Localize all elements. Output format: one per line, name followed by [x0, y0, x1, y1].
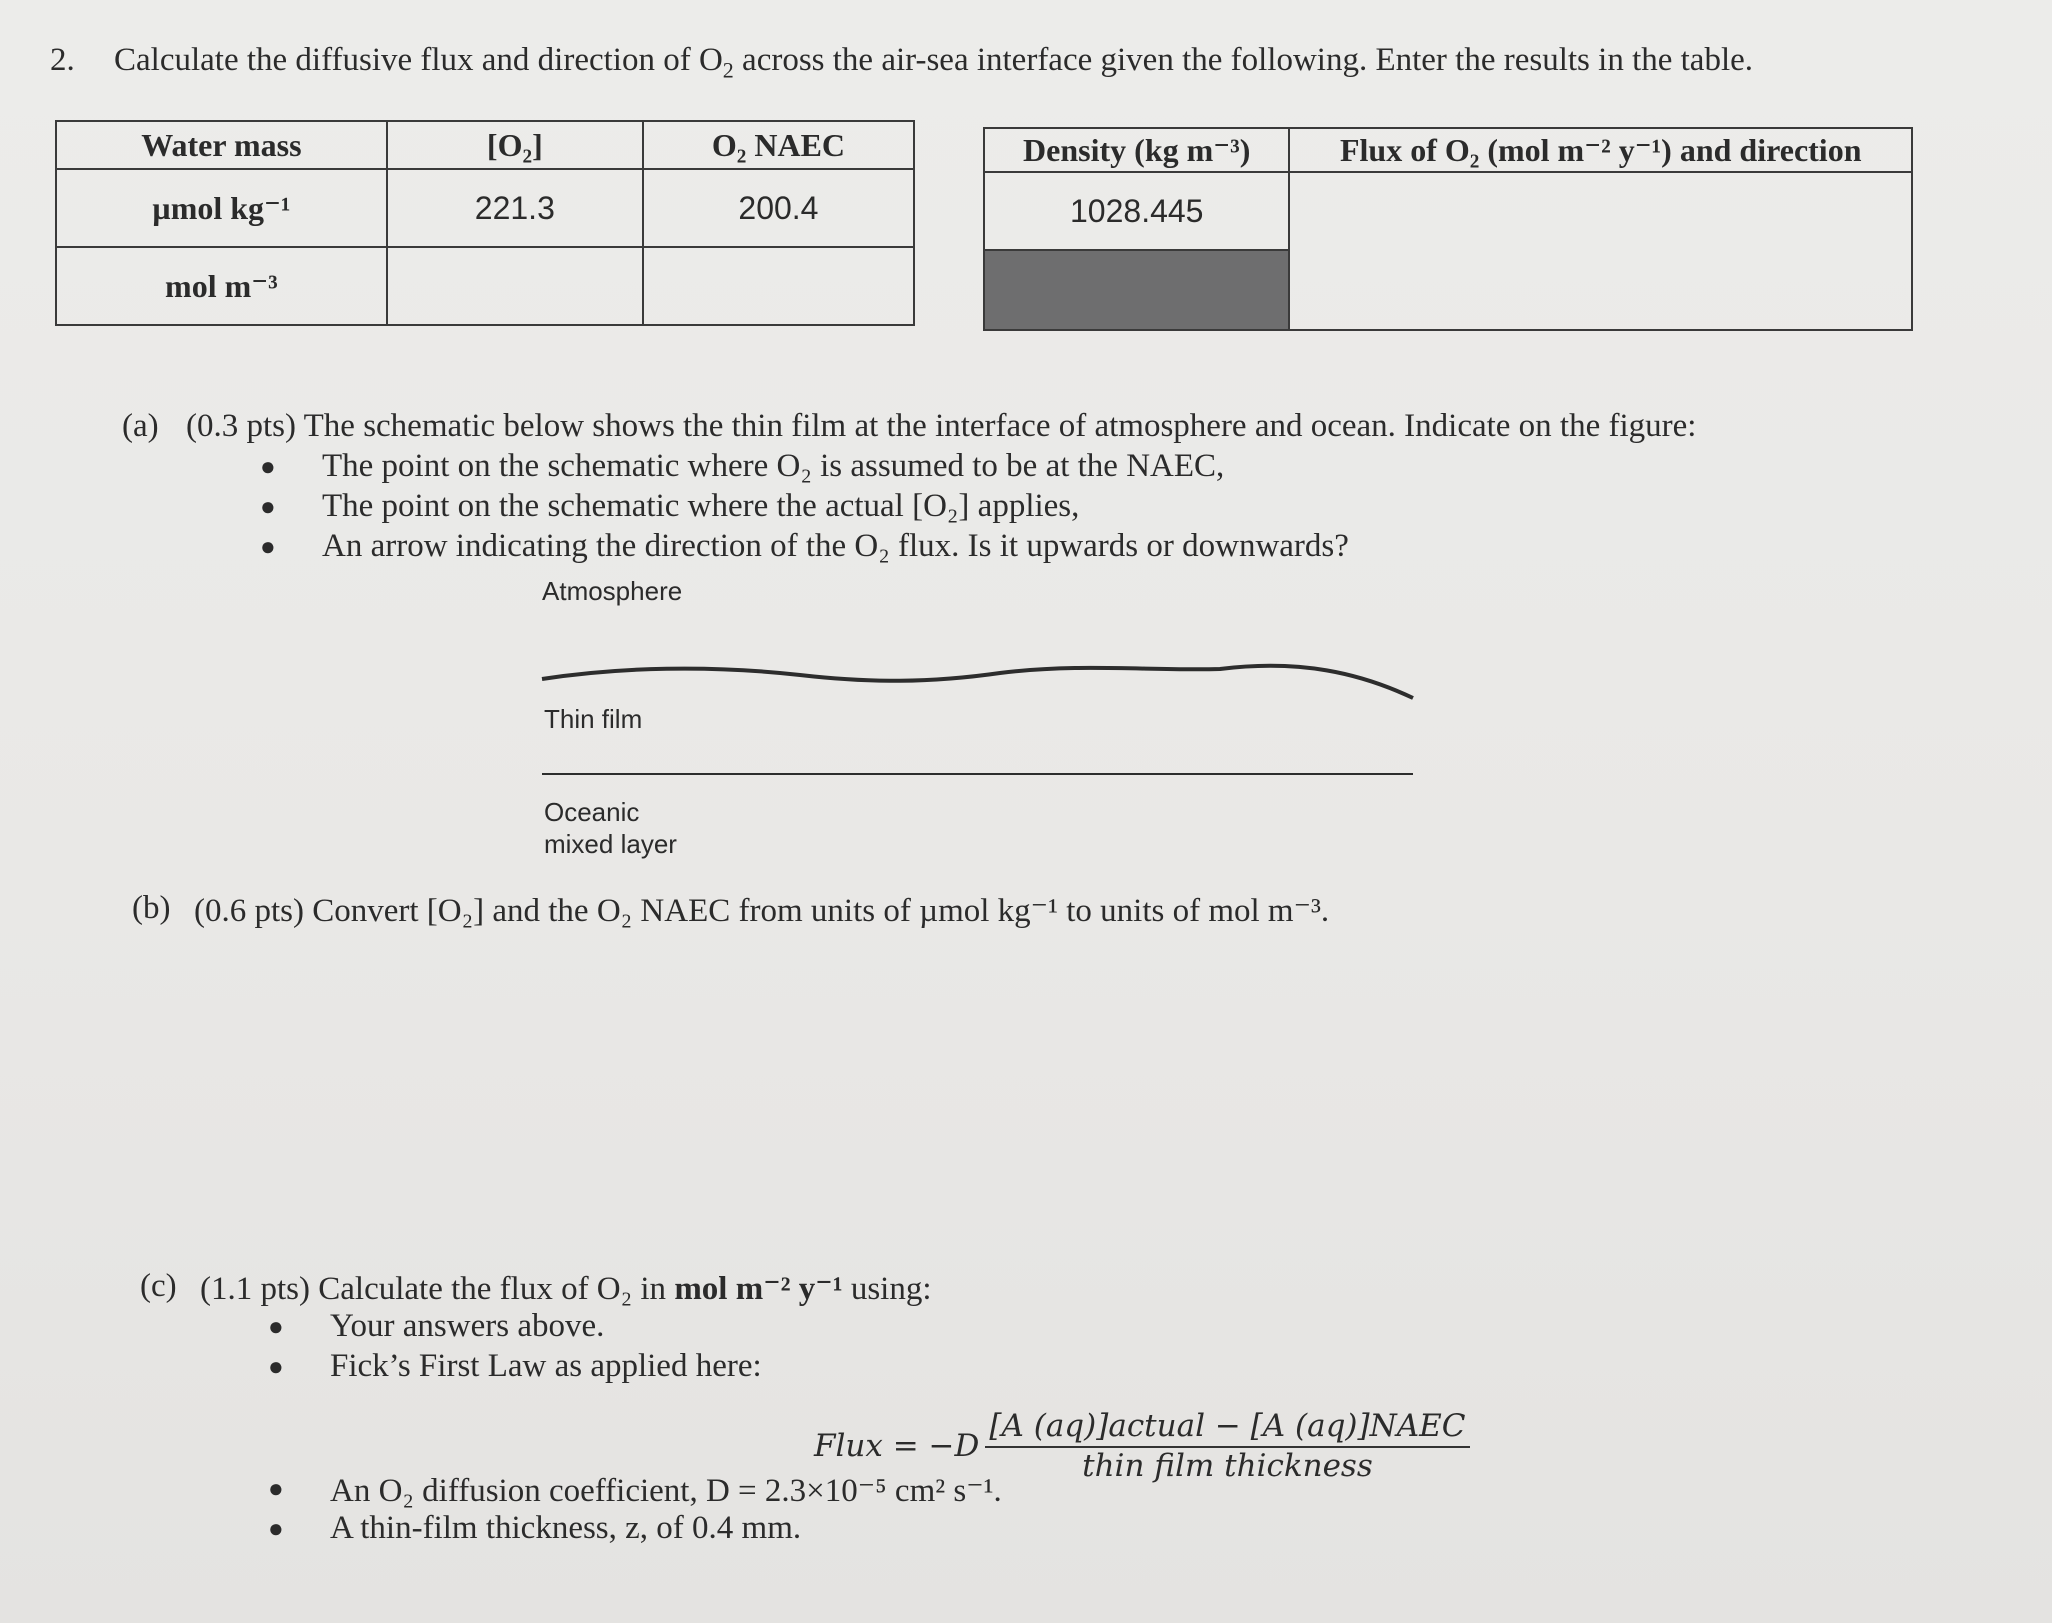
- bullet-icon: ●: [260, 532, 276, 561]
- cell-density-shaded: [984, 250, 1289, 330]
- part-c-label: (c): [140, 1268, 177, 1304]
- equation-lhs: Flux = −D: [814, 1428, 980, 1464]
- row-unit-mol: mol m⁻³: [56, 247, 387, 325]
- cell-naec-umol: 200.4: [643, 169, 914, 247]
- equation-numerator: [A (aq)]actual − [A (aq)]NAEC: [985, 1408, 1469, 1448]
- sea-surface-wavy-line: [542, 666, 1413, 698]
- cell-o2-umol: 221.3: [387, 169, 643, 247]
- part-a-label: (a): [122, 408, 159, 444]
- schematic-oceanic-label-2: mixed layer: [544, 829, 677, 859]
- schematic-atmosphere-label: Atmosphere: [542, 576, 683, 606]
- bullet-icon: ●: [268, 1312, 284, 1341]
- cell-flux-answer[interactable]: [1289, 172, 1912, 330]
- density-flux-table: [983, 127, 1913, 331]
- thin-film-boundary: [540, 770, 1420, 778]
- part-c-bullet-4: A thin-film thickness, z, of 0.4 mm.: [330, 1510, 802, 1546]
- equation-fraction: [985, 1408, 1469, 1484]
- part-c-text: [200, 1268, 932, 1308]
- bullet-icon: ●: [268, 1514, 284, 1543]
- bullet-icon: ●: [260, 452, 276, 481]
- bullet-icon: ●: [268, 1352, 284, 1381]
- bullet-icon: ●: [268, 1474, 284, 1503]
- part-c-bullet-1: Your answers above.: [330, 1308, 605, 1344]
- part-a-bullet-1: The point on the schematic where O₂ is assumed to be at the NAEC,: [322, 448, 1225, 484]
- water-mass-table: [55, 120, 915, 326]
- bullet-icon: ●: [260, 492, 276, 521]
- part-a-bullet-2: The point on the schematic where the actual [O₂] applies,: [322, 488, 1080, 524]
- header-o2: [O₂]: [387, 121, 643, 169]
- part-a-text: (0.3 pts) The schematic below shows the thin film at the interface of atmosphere and ocean. Indicate on the figure:: [186, 408, 1697, 444]
- row-unit-umol: µmol kg⁻¹: [56, 169, 387, 247]
- question-number: 2.: [50, 42, 75, 78]
- part-c-units: mol m⁻² y⁻¹: [674, 1271, 843, 1307]
- cell-naec-mol-answer[interactable]: [643, 247, 914, 325]
- schematic-thin-film-label: Thin film: [544, 704, 643, 734]
- header-density: Density (kg m⁻³): [984, 128, 1289, 172]
- part-c-bullet-3: An O₂ diffusion coefficient, D = 2.3×10⁻⁵ cm² s⁻¹.: [330, 1473, 1002, 1509]
- schematic-oceanic-label-1: Oceanic: [544, 797, 640, 827]
- part-c-text-start: (1.1 pts) Calculate the flux of O₂ in: [200, 1271, 675, 1307]
- header-water-mass: Water mass: [56, 121, 387, 169]
- part-c-bullet-2: Fick’s First Law as applied here:: [330, 1348, 762, 1384]
- cell-o2-mol-answer[interactable]: [387, 247, 643, 325]
- question-subscript: 2: [722, 57, 734, 83]
- part-b-label: (b): [132, 890, 171, 926]
- part-a-bullet-3: An arrow indicating the direction of the O₂ flux. Is it upwards or downwards?: [322, 528, 1349, 564]
- schematic-lines: [540, 655, 1420, 735]
- question-text: [114, 42, 1753, 84]
- question-text-start: Calculate the diffusive flux and direction of O: [114, 42, 723, 78]
- header-flux: Flux of O₂ (mol m⁻² y⁻¹) and direction: [1289, 128, 1912, 172]
- part-b-text: (0.6 pts) Convert [O₂] and the O₂ NAEC from units of µmol kg⁻¹ to units of mol m⁻³.: [194, 893, 1330, 929]
- equation-denominator: thin film thickness: [1082, 1448, 1373, 1484]
- question-text-end: across the air-sea interface given the following. Enter the results in the table.: [733, 42, 1754, 78]
- header-o2-naec: O₂ NAEC: [643, 121, 914, 169]
- part-c-text-end: using:: [842, 1271, 932, 1307]
- cell-density: 1028.445: [984, 172, 1289, 250]
